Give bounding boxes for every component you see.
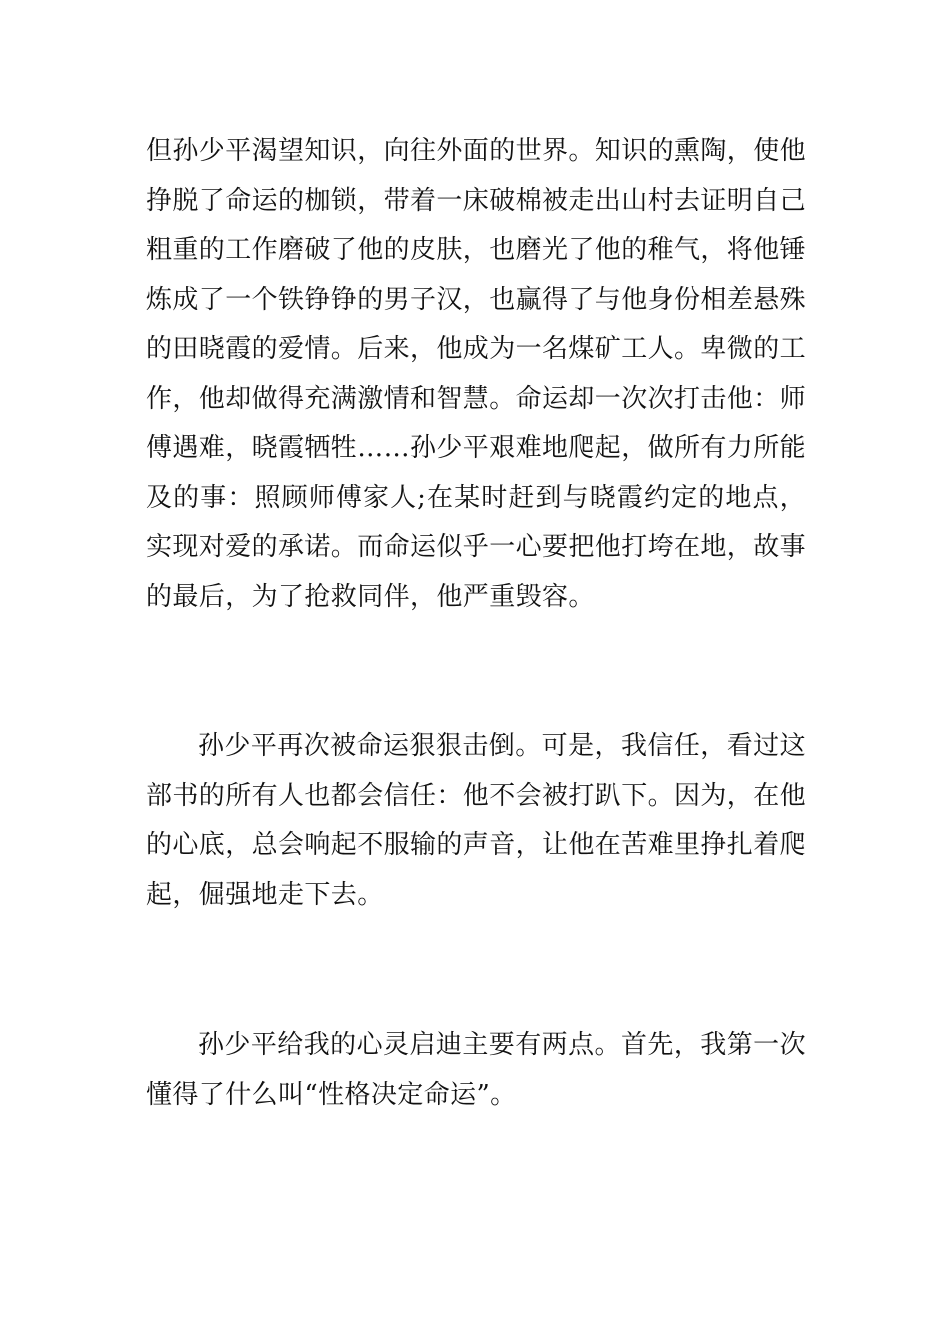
paragraph-3: 孙少平给我的心灵启迪主要有两点。首先，我第一次懂得了什么叫“性格决定命运”。	[146, 1030, 806, 1110]
paragraph-1: 但孙少平渴望知识，向往外面的世界。知识的熏陶，使他挣脱了命运的枷锁，带着一床破棉被走出山村去证明自己粗重的工作磨破了他的皮肤，也磨光了他的稚气，将他锤炼成了一个铁铮铮的男子汉，也赢得了与他身份相差悬殊的田晓霞的爱情。后来，他成为一名煤矿工人。卑微的工作，他却做得充满激情和智慧。命运却一次次打击他：师傅遇难，晓霞牺牲……孙少平艰难地爬起，做所有力所能及的事：照顾师傅家人;在某时赶到与晓霞约定的地点，实现对爱的承诺。而命运似乎一心要把他打垮在地，故事的最后，为了抢救同伴，他严重毁容。	[146, 136, 807, 612]
paragraph-2: 孙少平再次被命运狠狠击倒。可是，我信任，看过这部书的所有人也都会信任：他不会被打趴下。因为，在他的心底，总会响起不服输的声音，让他在苦难里挣扎着爬起，倔强地走下去。	[146, 731, 807, 910]
